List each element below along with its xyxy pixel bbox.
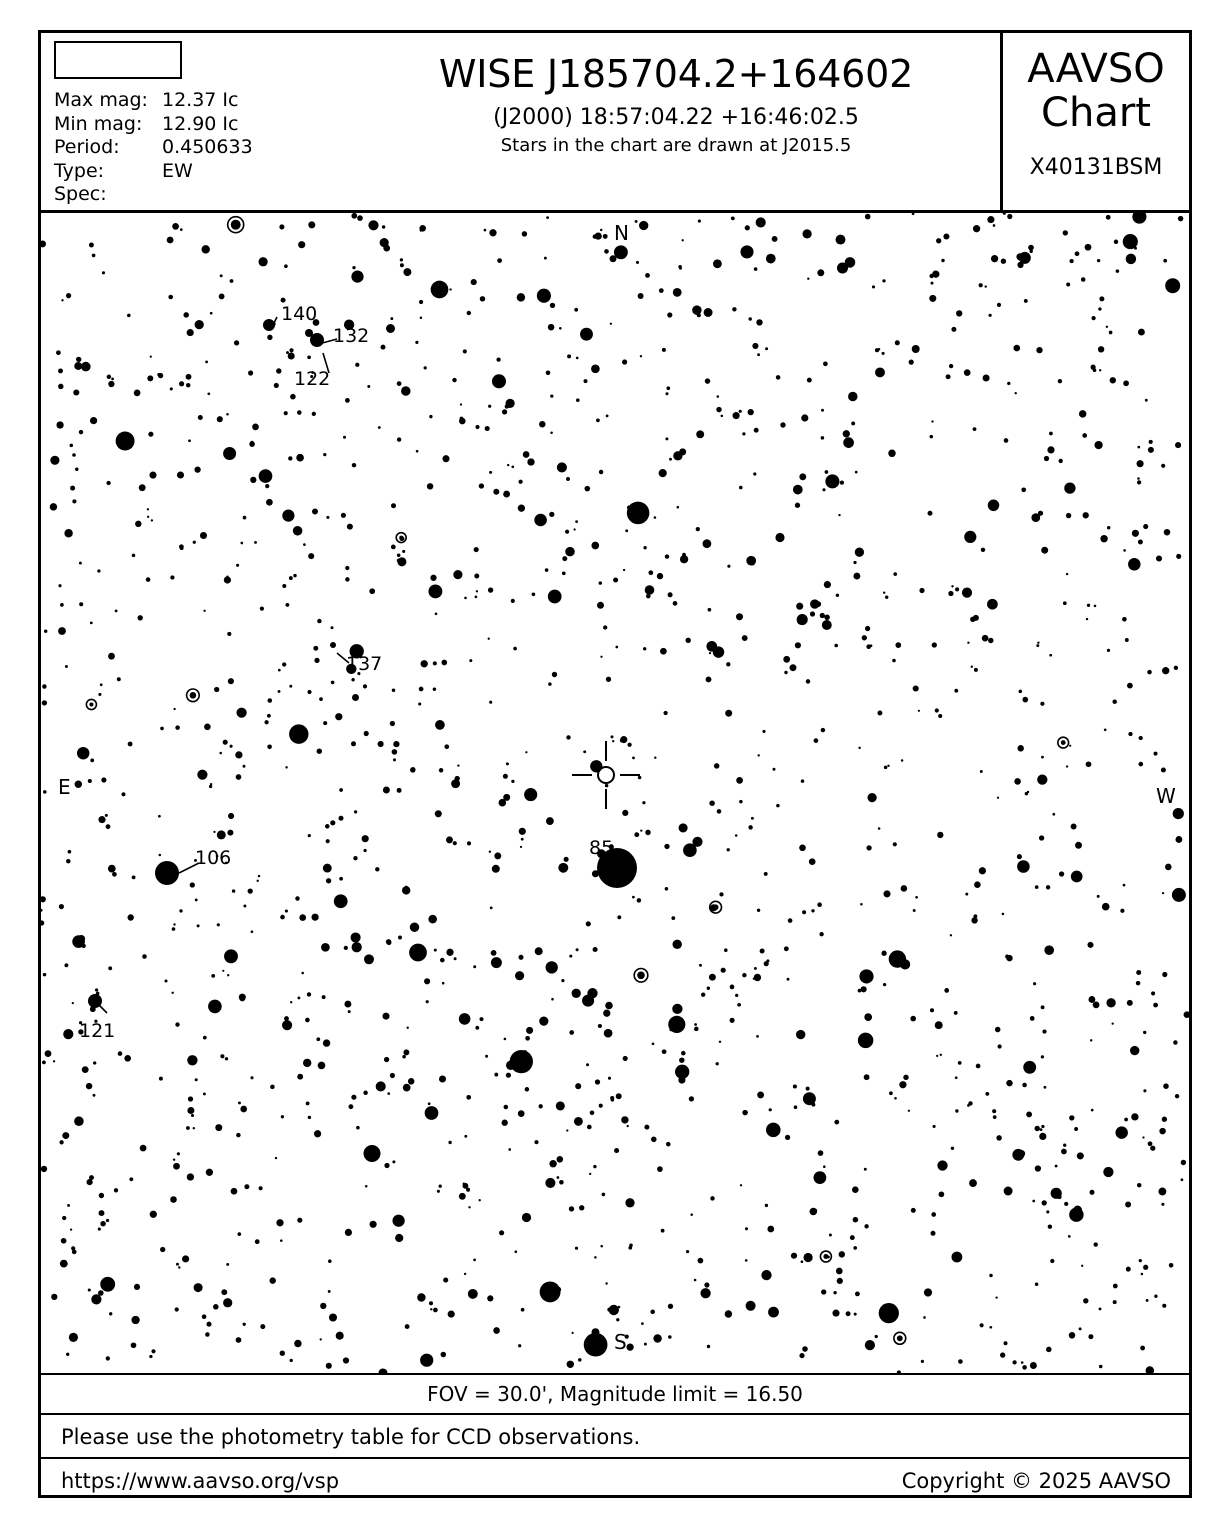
- comp-label-121: 121: [79, 1020, 116, 1042]
- cardinal-west: W: [1156, 784, 1176, 808]
- max-mag-label: Max mag:: [54, 89, 148, 111]
- min-mag-value: 12.90 Ic: [162, 112, 239, 135]
- page-title: WISE J185704.2+164602: [438, 52, 914, 96]
- target-properties-table: [54, 89, 253, 207]
- star-field-canvas: [41, 213, 1189, 1373]
- cardinal-north: N: [614, 221, 629, 245]
- comparison-star-137: [330, 642, 336, 648]
- table-row: [54, 183, 253, 207]
- star-field: [41, 213, 1189, 1375]
- spec-value: [162, 183, 253, 207]
- cardinal-east: E: [58, 775, 71, 799]
- chart-header-left: [41, 33, 346, 210]
- target-coordinates: (J2000) 18:57:04.22 +16:46:02.5: [493, 105, 859, 130]
- chart-header-center: [346, 33, 1006, 210]
- chart-header: [41, 33, 1189, 213]
- brand-name: AAVSO: [1027, 46, 1165, 92]
- comp-label-137: 137: [346, 653, 383, 675]
- table-row: [54, 136, 253, 160]
- comparison-star-106: [155, 861, 179, 885]
- fov-magnitude-line: FOV = 30.0', Magnitude limit = 16.50: [41, 1375, 1189, 1415]
- comp-label-106: 106: [195, 847, 232, 869]
- type-value: EW: [162, 159, 193, 182]
- table-row: [54, 89, 253, 113]
- photometry-note: Please use the photometry table for CCD observations.: [41, 1415, 1189, 1459]
- copyright-text: Copyright © 2025 AAVSO: [901, 1469, 1171, 1493]
- cardinal-south: S: [614, 1330, 627, 1354]
- period-value: 0.450633: [162, 136, 253, 158]
- aavso-chart-frame: [38, 30, 1192, 1498]
- logo-placeholder-box: [54, 41, 182, 79]
- comp-label-85: 85: [589, 837, 614, 859]
- type-label: Type:: [54, 159, 105, 182]
- chart-id: X40131BSM: [1029, 155, 1163, 180]
- comp-label-122: 122: [294, 368, 331, 390]
- spec-label: Spec:: [54, 183, 107, 205]
- chart-header-right: [1000, 33, 1189, 210]
- comp-label-140: 140: [281, 303, 318, 325]
- min-mag-label: Min mag:: [54, 112, 143, 135]
- table-row: [54, 160, 253, 184]
- table-row: [54, 113, 253, 137]
- epoch-note: Stars in the chart are drawn at J2015.5: [500, 135, 852, 156]
- brand-subtitle: Chart: [1041, 90, 1151, 136]
- label-leader-line: [99, 1005, 107, 1013]
- comp-label-132: 132: [333, 325, 370, 347]
- aavso-vsp-link[interactable]: https://www.aavso.org/vsp: [61, 1469, 340, 1493]
- max-mag-value: 12.37 Ic: [162, 89, 239, 111]
- target-marker-icon: [572, 741, 640, 809]
- background-stars: [41, 213, 1189, 1373]
- period-label: Period:: [54, 136, 120, 158]
- credit-line: [41, 1459, 1189, 1504]
